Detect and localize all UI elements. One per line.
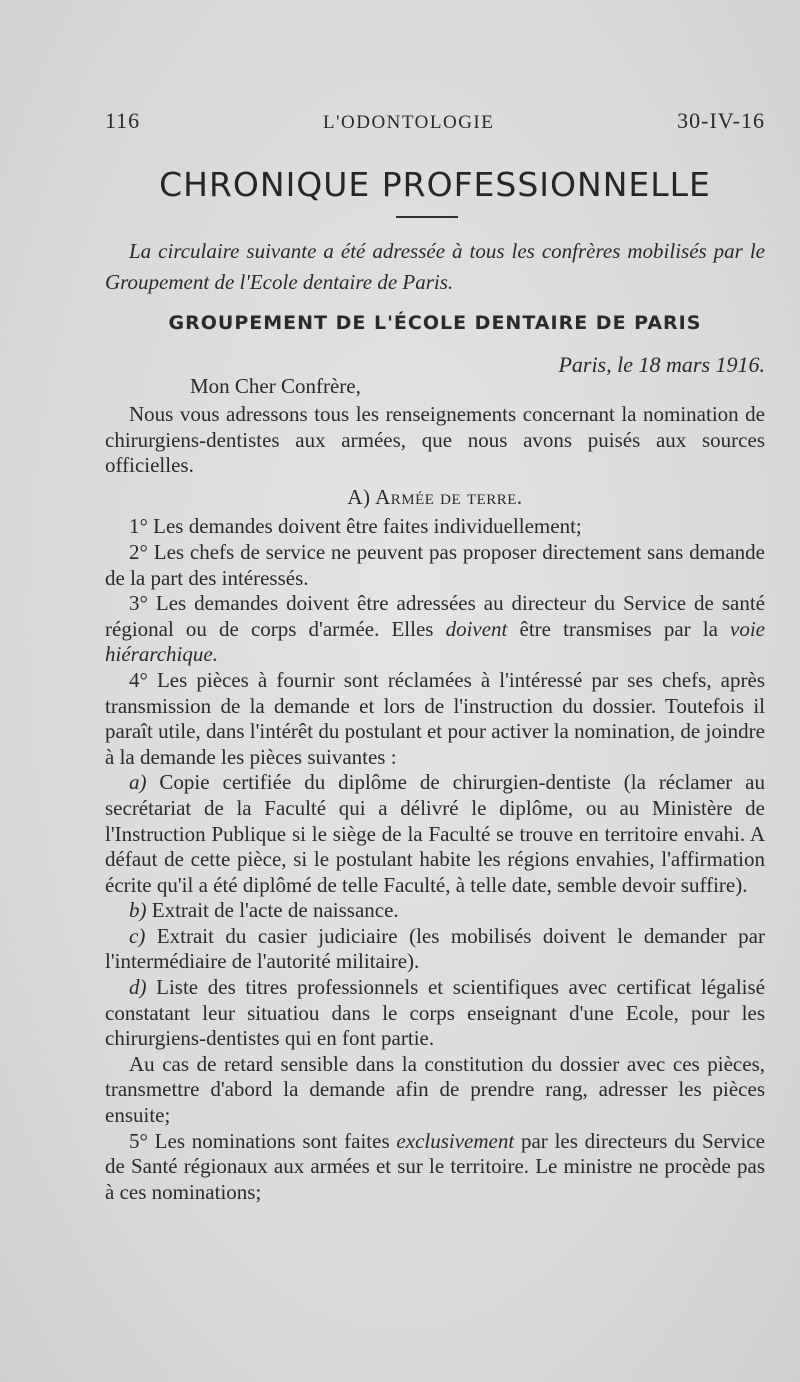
emphasis: voie hiérarchique. (105, 616, 766, 667)
letter-dateline: Paris, le 18 mars 1916. (558, 352, 765, 377)
paragraph: 2° Les chefs de service ne peuvent pas proposer directement sans demande de la part des intéressés. (105, 539, 765, 590)
list-item-b (105, 898, 765, 924)
journal-title: L'ODONTOLOGIE (322, 112, 495, 133)
text-run: par les directeurs du Service de Santé régionaux aux armées et sur le territoire. Le ministre ne procède pas à ces nominations; (105, 1128, 765, 1204)
letter-body (105, 402, 765, 1205)
letter-heading: GROUPEMENT DE L'ÉCOLE DENTAIRE DE PARIS (168, 312, 702, 334)
item-label: b) (129, 898, 147, 923)
list-item-c (105, 924, 765, 975)
item-text: Liste des titres professionnels et scientifiques avec certificat légalisé constatant leur situatiou dans le corps enseignant d'une Ecole, pour les chirurgiens-dentistes qui en font partie. (105, 975, 765, 1051)
letter-salutation: Mon Cher Confrère, (190, 374, 361, 398)
item-text: Extrait de l'acte de naissance. (146, 898, 399, 923)
text-run: 3° Les demandes doivent être adressées au directeur du Service de santé régional ou de corps d'armée. Elles (105, 591, 765, 641)
paragraph (105, 1129, 765, 1206)
item-label: c) (129, 923, 146, 948)
issue-date: 30-IV-16 (677, 108, 765, 133)
list-item-a (105, 770, 765, 898)
text-run: 5° Les nominations sont faites (129, 1128, 397, 1153)
paragraph: 4° Les pièces à fournir sont réclamées à l'intéressé par ses chefs, après transmission de la demande et lors de l'instruction du dossier. Toutefois il paraît utile, dans l'intérêt du postulant et pour activer la nomination, de joindre à la demande les pièces suivantes : (105, 667, 765, 769)
item-text: Extrait du casier judiciaire (les mobilisés doivent le demander par l'intermédiaire de l'autorité militaire). (105, 923, 765, 974)
paragraph: Au cas de retard sensible dans la constitution du dossier avec ces pièces, transmettre d'abord la demande afin de prendre rang, adresser les pièces ensuite; (105, 1051, 765, 1128)
list-item-d (105, 975, 765, 1052)
emphasis: exclusivement (396, 1128, 515, 1153)
intro-text: La circulaire suivante a été adressée à tous les confrères mobilisés par le Groupement de l'Ecole dentaire de Paris. (105, 239, 765, 294)
paragraph (105, 591, 765, 668)
item-label: a) (129, 770, 147, 795)
item-text: Copie certifiée du diplôme de chirurgien-dentiste (la réclamer au secrétariat de la Faculté qui a délivré le diplôme, ou au Ministère de l'Instruction Publique si le siège de la Faculté se trouve en territoire envahi. A défaut de cette pièce, si le postulant habite les régions envahies, l'affirmation écrite qu'il a été diplômé de telle Faculté, à telle date, semble devoir suffire). (105, 770, 765, 897)
paragraph: Nous vous adressons tous les renseignements concernant la nomination de chirurgiens-dentistes aux armées, que nous avons puisés aux sources officielles. (105, 402, 765, 478)
paragraph: 1° Les demandes doivent être faites individuellement; (129, 514, 582, 539)
text-run: être transmises par la (507, 616, 731, 641)
title-rule (396, 216, 458, 218)
page-number: 116 (105, 108, 141, 133)
section-heading-a: A) Armée de terre. (347, 484, 523, 509)
section-title: CHRONIQUE PROFESSIONNELLE (159, 165, 711, 204)
emphasis: doivent (445, 616, 508, 641)
running-header (105, 108, 765, 134)
item-label: d) (129, 975, 147, 1000)
